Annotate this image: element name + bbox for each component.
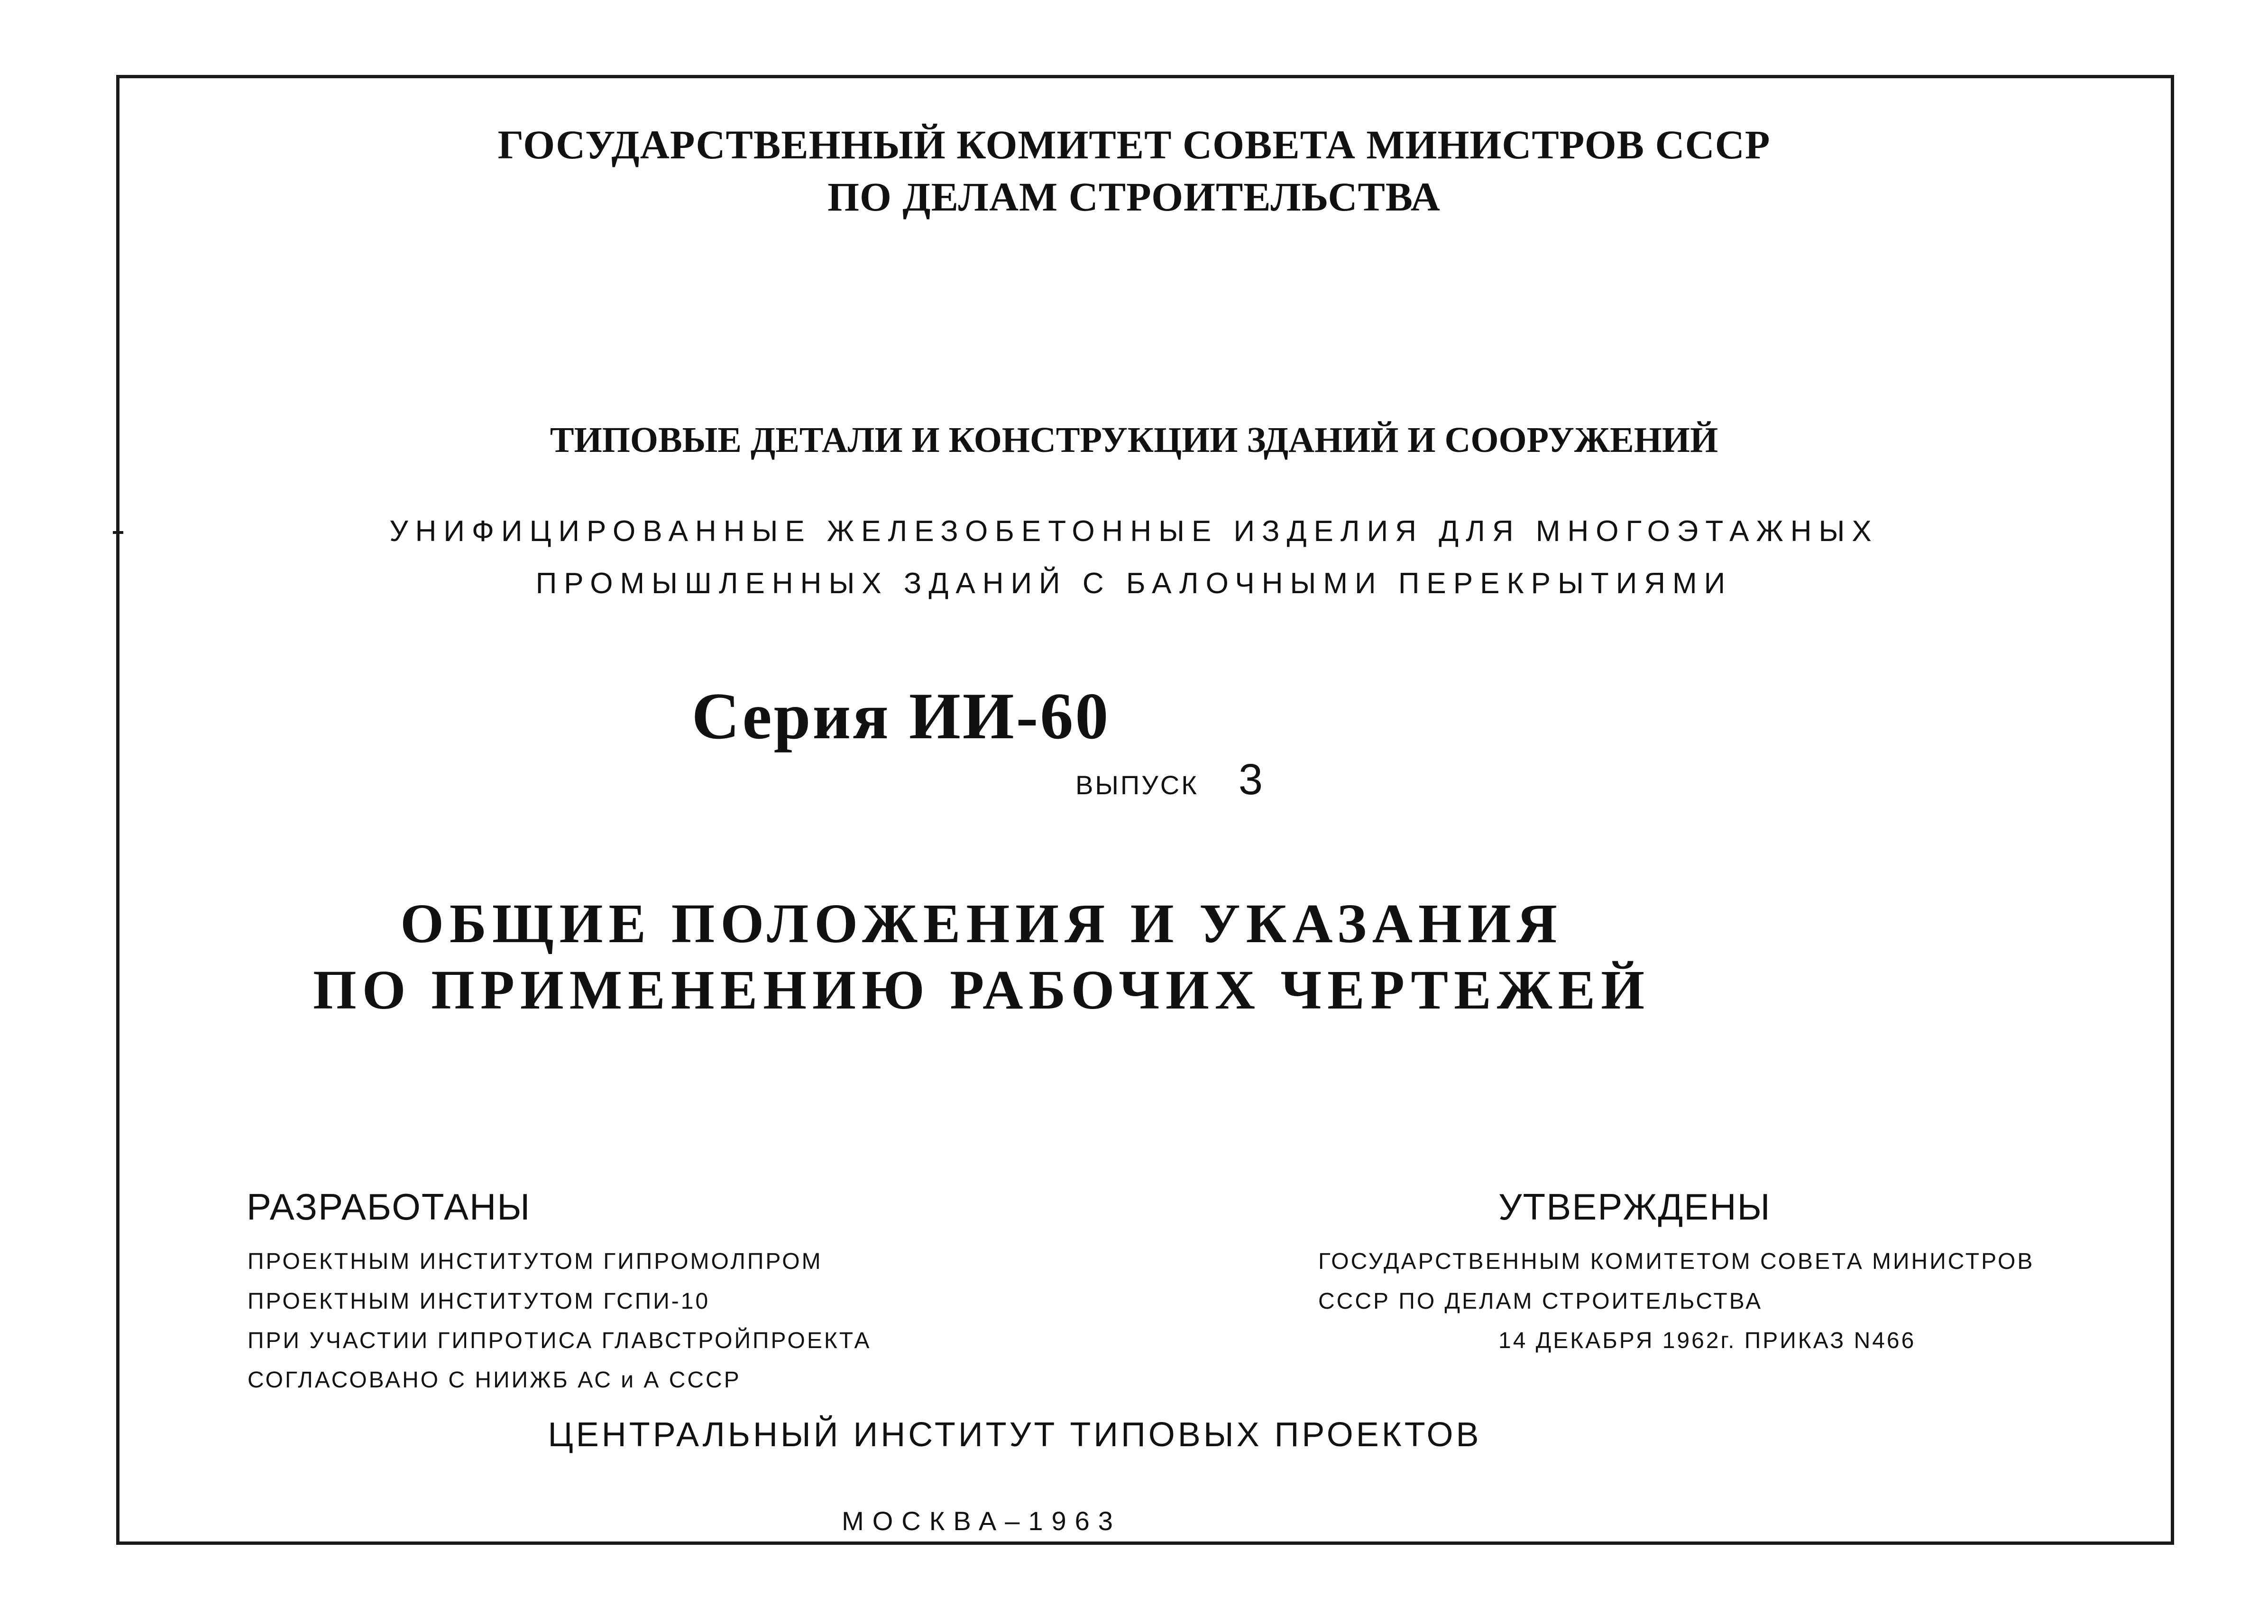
main-title-line-1: ОБЩИЕ ПОЛОЖЕНИЯ И УКАЗАНИЯ	[400, 892, 1563, 954]
approved-line: ГОСУДАРСТВЕННЫМ КОМИТЕТОМ СОВЕТА МИНИСТРОВ	[1318, 1249, 2035, 1274]
main-title-line-2: ПО ПРИМЕНЕНИЮ РАБОЧИХ ЧЕРТЕЖЕЙ	[313, 959, 1650, 1021]
committee-name-line-2: ПО ДЕЛАМ СТРОИТЕЛЬСТВА	[827, 174, 1441, 220]
approved-line: СССР ПО ДЕЛАМ СТРОИТЕЛЬСТВА	[1318, 1289, 1763, 1314]
developed-line: ПРИ УЧАСТИИ ГИПРОТИСА ГЛАВСТРОЙПРОЕКТА	[248, 1328, 872, 1353]
page-border-frame	[116, 75, 2174, 1545]
subtitle-line-1: УНИФИЦИРОВАННЫЕ ЖЕЛЕЗОБЕТОННЫЕ ИЗДЕЛИЯ ДЛЯ МНОГОЭТАЖНЫХ	[389, 515, 1879, 548]
issue-number: 3	[1238, 755, 1263, 804]
city-year: МОСКВА–1963	[842, 1506, 1121, 1536]
developed-line: ПРОЕКТНЫМ ИНСТИТУТОМ ГИПРОМОЛПРОМ	[248, 1249, 823, 1274]
series-title: Серия ИИ-60	[691, 679, 1111, 753]
approved-heading: УТВЕРЖДЕНЫ	[1498, 1186, 1771, 1228]
developed-line: СОГЛАСОВАНО С НИИЖБ АС и А СССР	[248, 1367, 741, 1393]
subtitle-line-2: ПРОМЫШЛЕННЫХ ЗДАНИЙ С БАЛОЧНЫМИ ПЕРЕКРЫТИЯМИ	[535, 567, 1733, 600]
category-title: ТИПОВЫЕ ДЕТАЛИ И КОНСТРУКЦИИ ЗДАНИЙ И СООРУЖЕНИЙ	[550, 420, 1718, 460]
publisher-name: ЦЕНТРАЛЬНЫЙ ИНСТИТУТ ТИПОВЫХ ПРОЕКТОВ	[548, 1416, 1482, 1454]
developed-heading: РАЗРАБОТАНЫ	[247, 1186, 531, 1228]
issue-row	[1075, 755, 1263, 805]
issue-label: ВЫПУСК	[1075, 770, 1199, 800]
committee-name-line-1: ГОСУДАРСТВЕННЫЙ КОМИТЕТ СОВЕТА МИНИСТРОВ СССР	[497, 122, 1771, 167]
developed-line: ПРОЕКТНЫМ ИНСТИТУТОМ ГСПИ-10	[248, 1289, 710, 1314]
approved-line: 14 ДЕКАБРЯ 1962г. ПРИКАЗ N466	[1498, 1328, 1916, 1353]
